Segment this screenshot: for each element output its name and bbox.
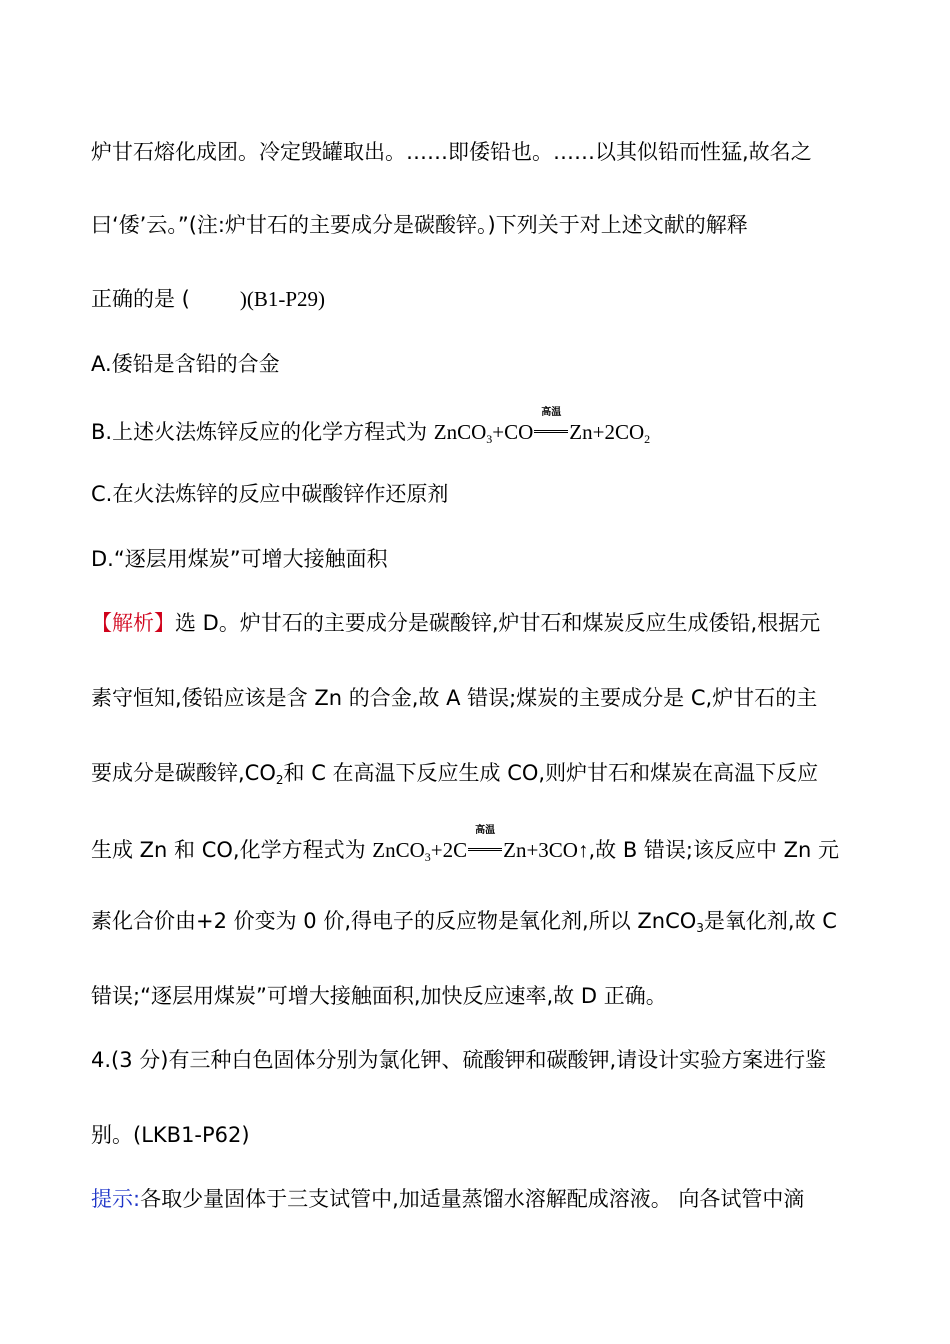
question-stem-text: 正确的是 ( xyxy=(91,287,190,311)
analysis-text-3b: 和 C 在高温下反应生成 CO,则炉甘石和煤炭在高温下反应 xyxy=(283,761,819,785)
analysis-subscript-5: 3 xyxy=(696,921,704,935)
paragraph-line-1: 炉甘石熔化成团。冷定毁罐取出。……即倭铅也。……以其似铅而性猛,故名之 xyxy=(91,140,812,164)
eq-b-reactant-1: ZnCO xyxy=(433,420,487,444)
eq-a-products: Zn+3CO↑ xyxy=(503,838,589,862)
eq-b-reactant-2: +CO xyxy=(492,420,534,444)
analysis-text-1: 选 D。炉甘石的主要成分是碳酸锌,炉甘石和煤炭反应生成倭铅,根据元 xyxy=(175,611,821,635)
hint-text-1: 各取少量固体于三支试管中,加适量蒸馏水溶解配成溶液。 向各试管中滴 xyxy=(140,1187,805,1211)
eq-b-subscript-2: 2 xyxy=(644,432,651,446)
analysis-line-4 xyxy=(91,825,861,871)
hint-tag: 提示: xyxy=(91,1187,141,1211)
analysis-line-2: 素守恒知,倭铅应该是含 Zn 的合金,故 A 错误;煤炭的主要成分是 C,炉甘石的主 xyxy=(91,686,818,710)
option-b xyxy=(91,407,861,453)
analysis-text-4b: ,故 B 错误;该反应中 Zn 元 xyxy=(588,838,840,862)
eq-b-products: Zn+2CO xyxy=(569,420,645,444)
analysis-text-3a: 要成分是碳酸锌,CO xyxy=(91,761,276,785)
analysis-line-1 xyxy=(91,609,861,637)
analysis-line-6: 错误;“逐层用煤炭”可增大接触面积,加快反应速率,故 D 正确。 xyxy=(91,984,667,1008)
question-4-line-1: 4.(3 分)有三种白色固体分别为氯化钾、硫酸钾和碳酸钾,请设计实验方案进行鉴 xyxy=(91,1048,827,1072)
option-a: A.倭铅是含铅的合金 xyxy=(91,352,280,376)
analysis-line-5 xyxy=(91,907,861,942)
option-c: C.在火法炼锌的反应中碳酸锌作还原剂 xyxy=(91,482,449,506)
hint-line-1 xyxy=(91,1185,861,1213)
question-reference: )(B1-P29) xyxy=(239,287,326,311)
eq-a-reactant-2: +2C xyxy=(430,838,468,862)
eq-a-condition-arrow xyxy=(468,825,502,851)
eq-b-condition: 高温 xyxy=(541,407,562,418)
option-d: D.“逐层用煤炭”可增大接触面积 xyxy=(91,547,388,571)
option-b-text: B.上述火法炼锌反应的化学方程式为 xyxy=(91,420,434,444)
eq-b-condition-arrow xyxy=(534,407,568,433)
eq-a-subscript-1: 3 xyxy=(424,850,431,864)
equation-analysis xyxy=(372,825,589,864)
analysis-text-5b: 是氧化剂,故 C xyxy=(703,909,837,933)
eq-b-subscript-1: 3 xyxy=(486,432,493,446)
paragraph-line-3 xyxy=(91,285,861,313)
eq-a-reactant-1: ZnCO xyxy=(372,838,425,862)
paragraph-line-2: 曰‘倭’云。”(注:炉甘石的主要成分是碳酸锌。)下列关于对上述文献的解释 xyxy=(91,213,748,237)
analysis-text-5a: 素化合价由+2 价变为 0 价,得电子的反应物是氧化剂,所以 ZnCO xyxy=(91,909,697,933)
analysis-line-3 xyxy=(91,759,861,794)
equation-b xyxy=(433,407,651,446)
eq-a-condition: 高温 xyxy=(475,825,496,836)
analysis-subscript-3: 2 xyxy=(275,773,284,787)
analysis-text-4a: 生成 Zn 和 CO,化学方程式为 xyxy=(91,838,373,862)
question-4-line-2: 别。(LKB1-P62) xyxy=(91,1123,250,1147)
analysis-tag: 【解析】 xyxy=(91,611,175,635)
